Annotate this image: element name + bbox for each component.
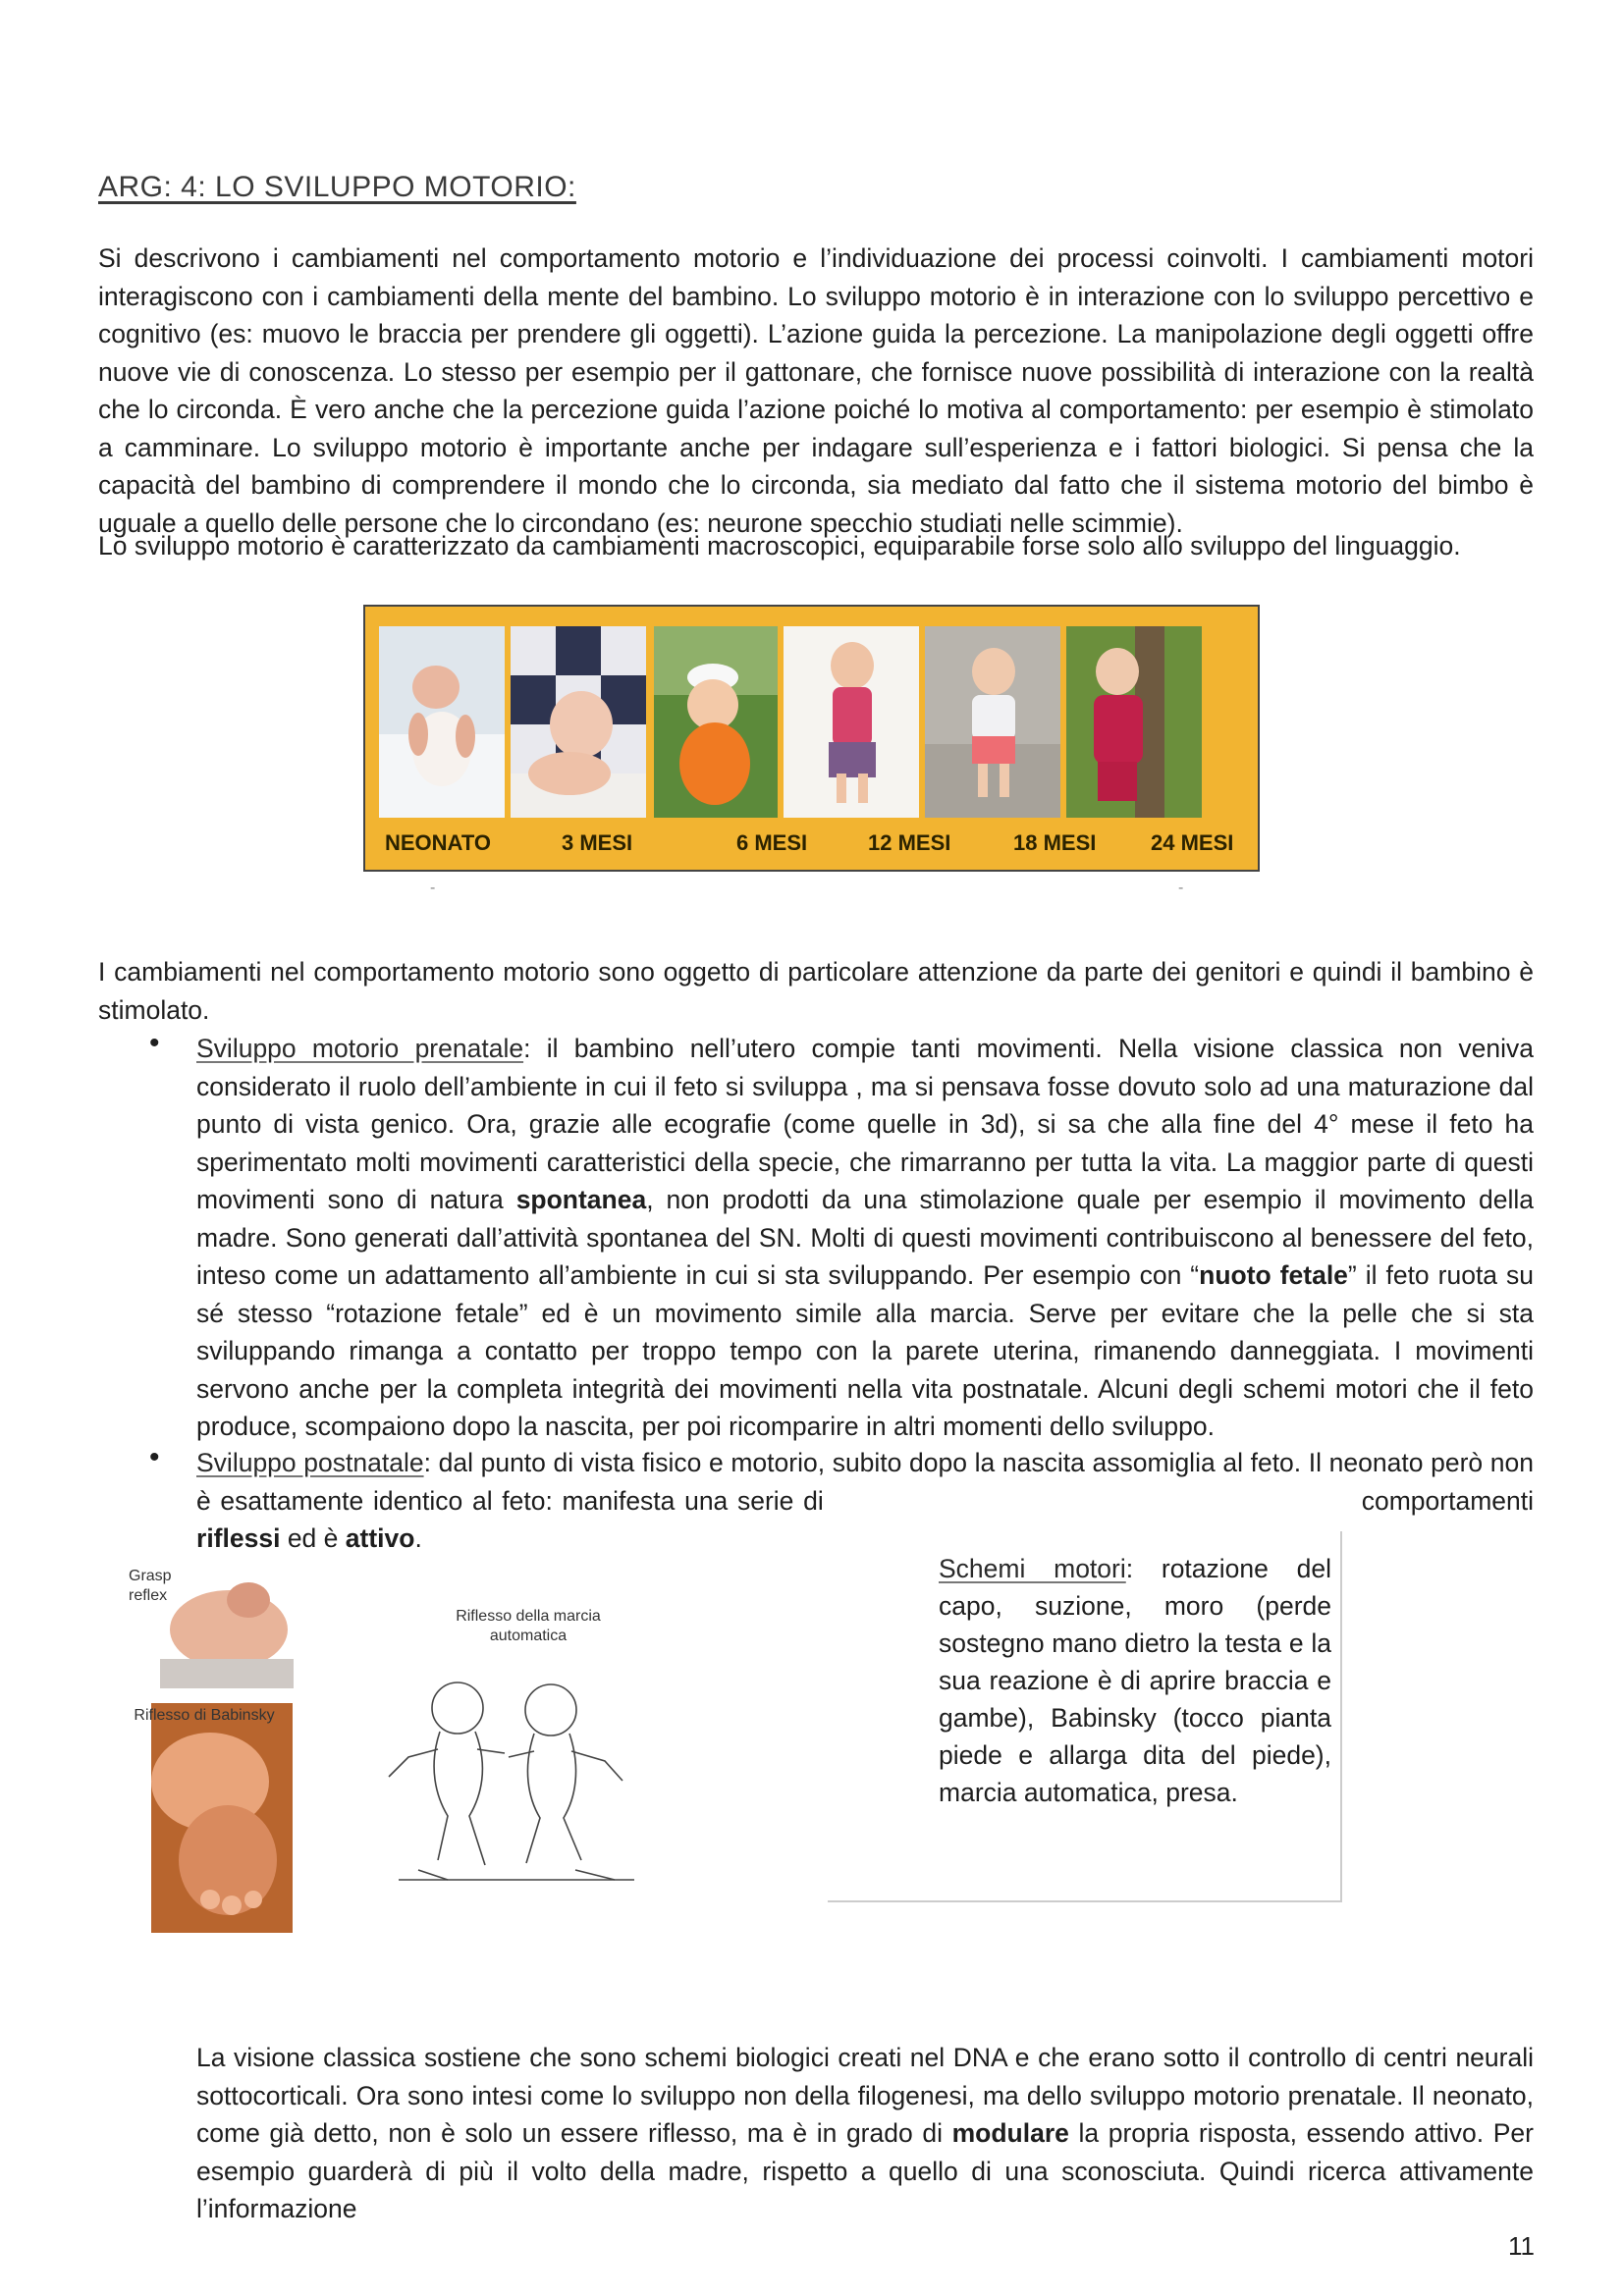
final-bold-modulare: modulare [951, 2118, 1069, 2148]
stage-label-3m: 3 MESI [562, 830, 633, 855]
eighteen-months-photo [925, 626, 1060, 818]
prenatal-term: Sviluppo motorio prenatale [196, 1034, 524, 1063]
walking-reflex-drawing [379, 1659, 650, 1885]
postnatal-text-b: comportamenti [1361, 1485, 1534, 1516]
schemi-motori-text [939, 1550, 1331, 1811]
prenatal-bold-spontanea: spontanea [515, 1185, 647, 1214]
intro-paragraph: Si descrivono i cambiamenti nel comportamento motorio e l’individuazione dei processi coinvolti. I cambiamenti motori interagiscono con i cambiamenti della mente del bambino. Lo sviluppo motorio è in interazione con lo sviluppo percettivo e cognitivo (es: muovo le braccia per prendere gli oggetti). L’azione guida la percezione. La manipolazione degli oggetti offre nuove vie di conoscenza. Lo stesso per esempio per il gattonare, che fornisce nuove possibilità di interazione con la realtà che lo circonda. È vero anche che la percezione guida l’azione poiché lo motiva al comportamento: per esempio è stimolato a camminare. Lo sviluppo motorio è importante anche per indagare sull’esperienza e i fattori biologici. Si pensa che la capacità del bambino di comprendere il mondo che lo circonda, sia mediato dal fatto che il sistema motorio del bimbo è uguale a quello delle persone che lo circondano (es: neurone specchio studiati nelle scimmie). [98, 243, 1534, 538]
final-paragraph [196, 2039, 1534, 2228]
stage-label-18m: 18 MESI [1013, 830, 1097, 855]
caption-dash-left: - [430, 880, 436, 896]
twentyfour-months-photo [1066, 626, 1202, 818]
grasp-reflex-label: Grasp reflex [129, 1568, 172, 1604]
babinsky-reflex-photo [151, 1703, 293, 1933]
postnatal-text-d: . [414, 1523, 422, 1553]
schemi-description: : rotazione del capo, suzione, moro (perde sostegno mano dietro la testa e la sua reazione è di aprire braccia e gambe), Babinsky (tocco pianta piede e allarga dita del piede), marcia automatica, presa. [939, 1554, 1331, 1807]
postnatal-bold-attivo: attivo [345, 1523, 415, 1553]
three-months-photo [511, 626, 646, 818]
bullet-marker: • [149, 1027, 160, 1059]
macro-paragraph: Lo sviluppo motorio è caratterizzato da cambiamenti macroscopici, equiparabile forse solo allo sviluppo del linguaggio. [98, 531, 1461, 561]
final-text-b: la propria risposta, essendo attivo. Per esempio guarderà di più il volto della madre, rispetto a quello di una sconosciuta. Quindi ricerca attivamente l’informazione [196, 2118, 1534, 2223]
parents-paragraph: I cambiamenti nel comportamento motorio sono oggetto di particolare attenzione da parte dei genitori e quindi il bambino è stimolato. [98, 957, 1534, 1025]
twelve-months-photo [784, 626, 919, 818]
babinsky-reflex-label: Riflesso di Babinsky [134, 1707, 275, 1724]
bullet-prenatal [196, 1030, 1534, 1446]
stage-label-6m: 6 MESI [736, 830, 808, 855]
page-number: 11 [1508, 2231, 1535, 2261]
newborn-photo [379, 626, 505, 818]
prenatal-bold-nuoto: nuoto fetale [1199, 1260, 1348, 1290]
stage-label-newborn: NEONATO [385, 830, 491, 855]
prenatal-text-a: : il bambino nell’utero compie tanti movimenti. Nella visione classica non veniva considerato il ruolo dell’ambiente in cui il feto si sviluppa , ma si pensava fosse dovuto solo ad una maturazione dal punto di vista genico. Ora, grazie alle ecografie (come quelle in 3d), si sa che alla fine del 4° mese il feto ha sperimentato molti movimenti caratteristici della specie, che rimarranno per tutta la vita. La maggior parte di questi movimenti sono di natura [196, 1034, 1535, 1214]
caption-dash-right: - [1178, 880, 1184, 896]
development-stages-image [363, 605, 1260, 872]
stage-label-12m: 12 MESI [868, 830, 951, 855]
prenatal-text-c: ” il feto ruota su sé stesso “rotazione fetale” ed è un movimento simile alla marcia. Serve per evitare che la pelle che si sta sviluppando rimanga a contatto per troppo tempo con la parete uterina, rimanendo danneggiata. I movimenti servono anche per la completa integrità dei movimenti nella vita postnatale. Alcuni degli schemi motori che il feto produce, scompaiono dopo la nascita, per poi ricomparire in altri momenti dello sviluppo. [196, 1260, 1535, 1441]
six-months-photo [654, 626, 778, 818]
postnatal-term: Sviluppo postnatale [196, 1448, 424, 1477]
final-text-a: La visione classica sostiene che sono schemi biologici creati nel DNA e che erano sotto il controllo di centri neurali sottocorticali. Ora sono intesi come lo sviluppo non della filogenesi, ma dello sviluppo motorio prenatale. Il neonato, come già detto, non è solo un essere riflesso, ma è in grado di [196, 2043, 1534, 2148]
postnatal-text-a: : dal punto di vista fisico e motorio, subito dopo la nascita assomiglia al feto. Il neonato però non è esattamente identico al feto: manifesta una serie di [196, 1448, 1535, 1516]
prenatal-text-b: , non prodotti da una stimolazione quale per esempio il movimento della madre. Sono generati dall’attività spontanea del SN. Molti di questi movimenti contribuiscono al benessere del feto, inteso come un adattamento all’ambiente in cui si sta sviluppando. Per esempio con “ [196, 1185, 1534, 1290]
marcia-reflex-label: Riflesso della marcia automatica [456, 1608, 601, 1644]
section-title: ARG: 4: LO SVILUPPO MOTORIO: [98, 171, 576, 203]
stage-label-24m: 24 MESI [1151, 830, 1234, 855]
postnatal-text-c: ed è [280, 1523, 346, 1553]
postnatal-bold-riflessi: riflessi [196, 1523, 281, 1553]
schemi-term: Schemi motori [939, 1554, 1126, 1583]
bullet-marker: • [149, 1441, 160, 1473]
